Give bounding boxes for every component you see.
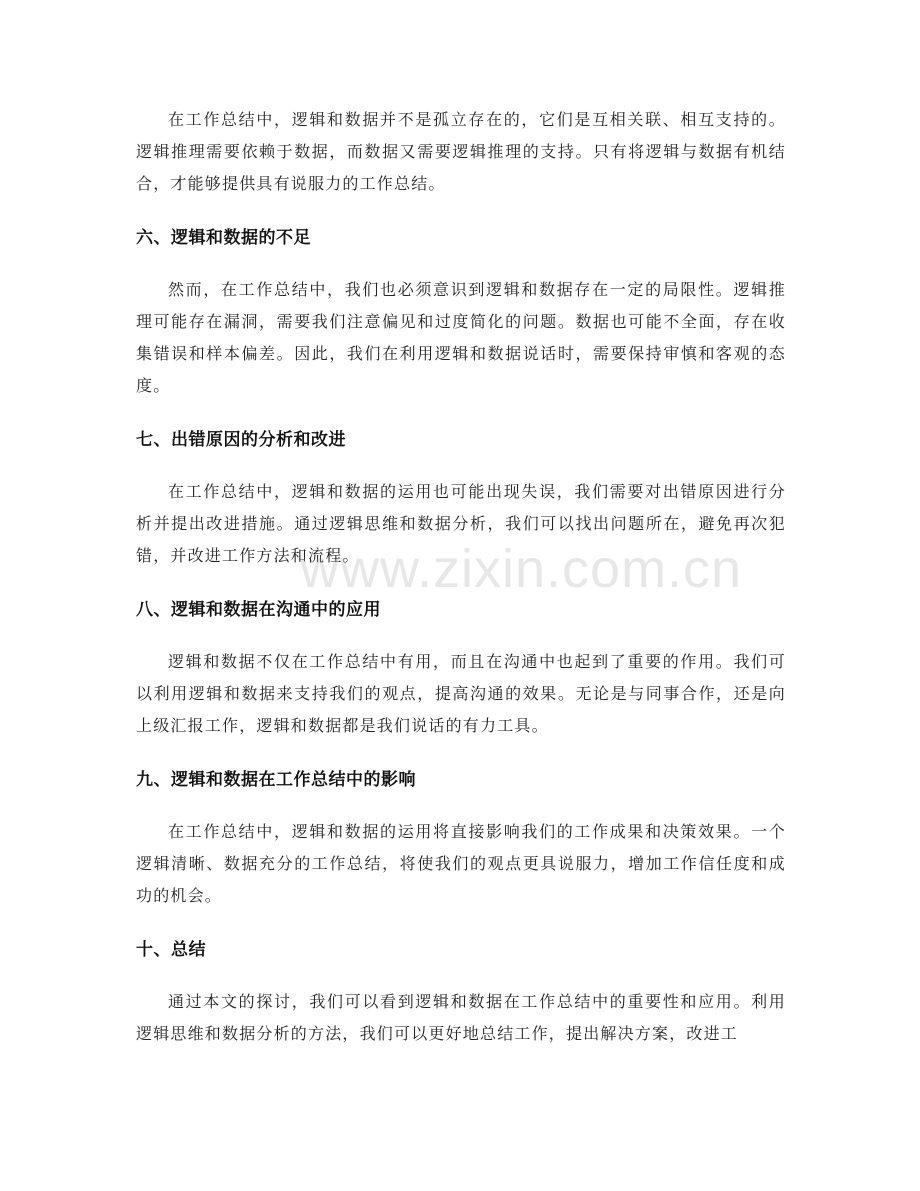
paragraph-section-6: 然而，在工作总结中，我们也必须意识到逻辑和数据存在一定的局限性。逻辑推理可能存在漏洞，需要我们注意偏见和过度简化的问题。数据也可能不全面，存在收集错误和样本偏差。因此，我们在利用逻辑和数据说话时，需要保持审慎和客观的态度。 (136, 280, 786, 395)
heading-section-10: 十、总结 (136, 940, 206, 960)
paragraph-logic-data-relation: 在工作总结中，逻辑和数据并不是孤立存在的，它们是互相关联、相互支持的。逻辑推理需要依赖于数据，而数据又需要逻辑推理的支持。只有将逻辑与数据有机结合，才能够提供具有说服力的工作总结。 (136, 110, 786, 193)
paragraph-section-7: 在工作总结中，逻辑和数据的运用也可能出现失误，我们需要对出错原因进行分析并提出改进措施。通过逻辑思维和数据分析，我们可以找出问题所在，避免再次犯错，并改进工作方法和流程。 (136, 482, 786, 565)
paragraph-section-8: 逻辑和数据不仅在工作总结中有用，而且在沟通中也起到了重要的作用。我们可以利用逻辑和数据来支持我们的观点，提高沟通的效果。无论是与同事合作，还是向上级汇报工作，逻辑和数据都是我们说话的有力工具。 (136, 652, 786, 735)
document-body (136, 104, 786, 1050)
heading-section-9: 九、逻辑和数据在工作总结中的影响 (136, 770, 416, 790)
heading-section-6: 六、逻辑和数据的不足 (136, 228, 311, 248)
watermark-text: www.zixin.com.cn (300, 539, 743, 599)
heading-section-7: 七、出错原因的分析和改进 (136, 430, 346, 450)
paragraph-section-9: 在工作总结中，逻辑和数据的运用将直接影响我们的工作成果和决策效果。一个逻辑清晰、数据充分的工作总结，将使我们的观点更具说服力，增加工作信任度和成功的机会。 (136, 822, 786, 905)
heading-section-8: 八、逻辑和数据在沟通中的应用 (136, 600, 381, 620)
paragraph-section-10: 通过本文的探讨，我们可以看到逻辑和数据在工作总结中的重要性和应用。利用逻辑思维和数据分析的方法，我们可以更好地总结工作，提出解决方案，改进工 (136, 992, 786, 1043)
